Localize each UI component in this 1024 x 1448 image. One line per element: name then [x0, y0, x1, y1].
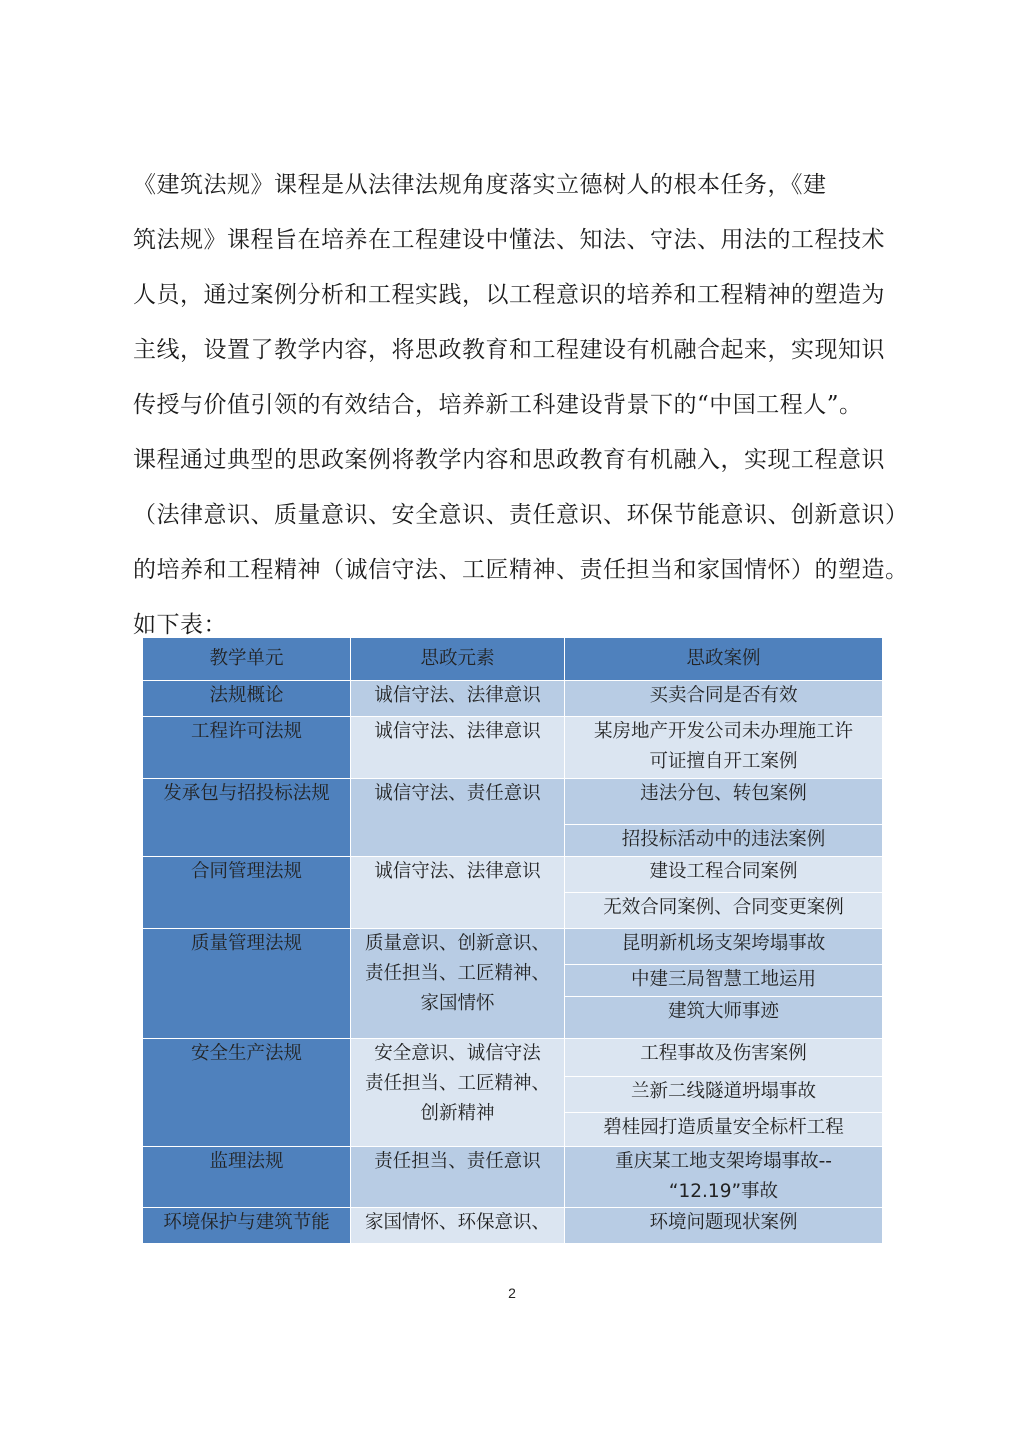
- table-row: [143, 779, 883, 825]
- element-cell: [351, 1039, 565, 1147]
- paragraph-line: 课程通过典型的思政案例将教学内容和思政教育有机融入，实现工程意识: [133, 447, 885, 473]
- element-cell: 诚信守法、法律意识: [351, 717, 565, 779]
- element-line: 安全意识、诚信守法: [374, 1043, 541, 1064]
- case-cell: 中建三局智慧工地运用: [565, 965, 883, 997]
- element-cell: 责任担当、责任意识: [351, 1147, 565, 1208]
- case-cell: 工程事故及伤害案例: [565, 1039, 883, 1077]
- table-row: [143, 929, 883, 965]
- case-line: 某房地产开发公司未办理施工许: [593, 721, 853, 742]
- paragraph-line: 筑法规》课程旨在培养在工程建设中懂法、知法、守法、用法的工程技术: [133, 227, 885, 253]
- page-number: 2: [508, 1285, 516, 1301]
- table-row: [143, 1039, 883, 1077]
- table-header: [143, 638, 883, 681]
- element-cell: 诚信守法、法律意识: [351, 857, 565, 929]
- case-cell: 建筑大师事迹: [565, 997, 883, 1039]
- ideology-case-table: [142, 637, 883, 1244]
- case-cell: 买卖合同是否有效: [565, 681, 883, 717]
- element-line: 责任担当、工匠精神、: [364, 1073, 550, 1094]
- table-row: [143, 1208, 883, 1244]
- case-cell: 兰新二线隧道坍塌事故: [565, 1077, 883, 1113]
- element-line: 质量意识、创新意识、: [364, 933, 550, 954]
- paragraph-line: 人员，通过案例分析和工程实践，以工程意识的培养和工程精神的塑造为: [133, 282, 885, 308]
- case-line: “12.19”事故: [668, 1181, 779, 1202]
- case-line: 重庆某工地支架垮塌事故--: [615, 1151, 832, 1172]
- table-row: [143, 857, 883, 893]
- unit-cell: 发承包与招投标法规: [143, 779, 351, 857]
- unit-cell: 法规概论: [143, 681, 351, 717]
- table-row: [143, 681, 883, 717]
- case-cell: 环境问题现状案例: [565, 1208, 883, 1244]
- case-line: 可证擅自开工案例: [649, 751, 798, 772]
- case-cell: 违法分包、转包案例: [565, 779, 883, 825]
- unit-cell: 工程许可法规: [143, 717, 351, 779]
- paragraph-line: （法律意识、质量意识、安全意识、责任意识、环保节能意识、创新意识）: [133, 502, 909, 528]
- element-cell: 诚信守法、法律意识: [351, 681, 565, 717]
- paragraph-line: 《建筑法规》课程是从法律法规角度落实立德树人的根本任务，《建: [133, 172, 827, 198]
- element-cell: [351, 929, 565, 1039]
- case-cell: 碧桂园打造质量安全标杆工程: [565, 1113, 883, 1147]
- case-cell: 招投标活动中的违法案例: [565, 825, 883, 857]
- element-cell: 家国情怀、环保意识、: [351, 1208, 565, 1244]
- body-paragraph: [133, 158, 909, 653]
- unit-cell: 合同管理法规: [143, 857, 351, 929]
- case-cell: [565, 717, 883, 779]
- table-row: [143, 1147, 883, 1208]
- element-line: 家国情怀: [420, 993, 495, 1014]
- case-cell: 昆明新机场支架垮塌事故: [565, 929, 883, 965]
- unit-cell: 监理法规: [143, 1147, 351, 1208]
- paragraph-line: 传授与价值引领的有效结合，培养新工科建设背景下的“中国工程人”。: [133, 392, 863, 418]
- case-cell: 建设工程合同案例: [565, 857, 883, 893]
- unit-cell: 环境保护与建筑节能: [143, 1208, 351, 1244]
- unit-cell: 质量管理法规: [143, 929, 351, 1039]
- element-line: 创新精神: [420, 1103, 495, 1124]
- unit-cell: 安全生产法规: [143, 1039, 351, 1147]
- element-line: 责任担当、工匠精神、: [364, 963, 550, 984]
- case-cell: 无效合同案例、合同变更案例: [565, 893, 883, 929]
- table-row: [143, 717, 883, 779]
- header-ideology-element: 思政元素: [351, 638, 565, 681]
- element-cell: 诚信守法、责任意识: [351, 779, 565, 857]
- header-teaching-unit: 教学单元: [143, 638, 351, 681]
- paragraph-line: 的培养和工程精神（诚信守法、工匠精神、责任担当和家国情怀）的塑造。: [133, 557, 909, 583]
- table-header-row: [143, 638, 883, 681]
- paragraph-line: 如下表：: [133, 612, 227, 638]
- paragraph-line: 主线，设置了教学内容，将思政教育和工程建设有机融合起来，实现知识: [133, 337, 885, 363]
- header-ideology-case: 思政案例: [565, 638, 883, 681]
- case-cell: [565, 1147, 883, 1208]
